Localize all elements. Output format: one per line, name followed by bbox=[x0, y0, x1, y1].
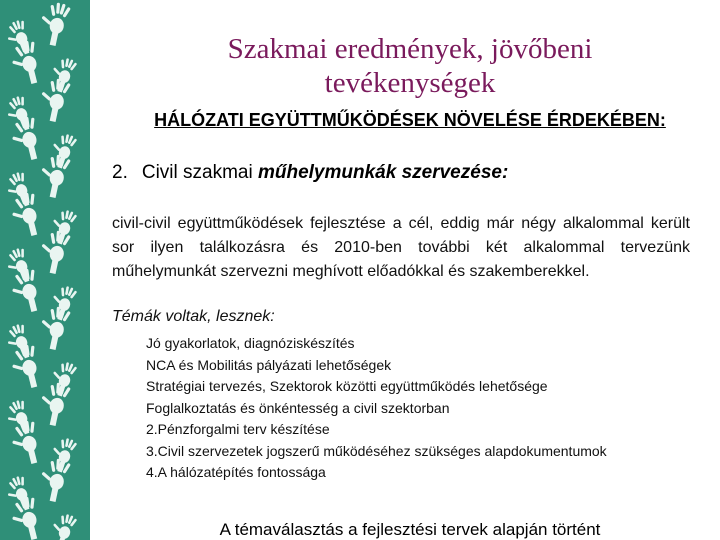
point-number: 2. bbox=[112, 162, 128, 183]
hand-print bbox=[8, 343, 45, 391]
hand-print bbox=[47, 511, 78, 540]
point-heading bbox=[112, 162, 508, 184]
hand-print bbox=[36, 380, 71, 428]
hand-print bbox=[36, 304, 71, 352]
hand-print bbox=[8, 39, 45, 87]
hand-print bbox=[8, 115, 45, 163]
topics-list bbox=[146, 333, 686, 484]
slide-title bbox=[110, 32, 710, 100]
topic-item: NCA és Mobilitás pályázati lehetőségek bbox=[146, 356, 392, 373]
title-line-2: tevékenységek bbox=[324, 67, 496, 99]
hand-print bbox=[36, 228, 71, 276]
hand-print bbox=[36, 456, 71, 504]
slide-content bbox=[110, 0, 710, 540]
footer-note: A témaválasztás a fejlesztési tervek alapján történt bbox=[219, 520, 601, 539]
topics-label: Témák voltak, lesznek: bbox=[112, 308, 275, 325]
topic-item: Jó gyakorlatok, diagnóziskészítés bbox=[146, 335, 355, 351]
intro-paragraph: civil-civil együttműködések fejlesztése a cél, eddig már négy alkalommal került sor ilyen találkozásra és 2010-ben további két alkalommal tervezünk műhelymunkát szervezni meghívott előadókkal és szakemberekkel. bbox=[112, 215, 690, 280]
hand-print bbox=[8, 267, 45, 315]
hand-print bbox=[8, 419, 45, 467]
topic-item: Foglalkoztatás és önkéntesség a civil szektorban bbox=[146, 399, 450, 416]
hand-print bbox=[8, 191, 45, 239]
topic-item: 4.A hálózatépítés fontossága bbox=[146, 464, 326, 480]
raised-hands-icon bbox=[0, 0, 90, 540]
hand-print bbox=[36, 152, 71, 200]
point-text: Civil szakmai bbox=[141, 162, 258, 183]
side-decoration-band bbox=[0, 0, 90, 540]
topic-item: 3.Civil szervezetek jogszerű működéséhez szükséges alapdokumentumok bbox=[146, 442, 607, 459]
hand-print bbox=[36, 76, 71, 124]
topic-item: Stratégiai tervezés, Szektorok közötti együttműködés lehetősége bbox=[146, 378, 548, 394]
hand-print bbox=[36, 0, 71, 48]
topic-item: 2.Pénzforgalmi terv készítése bbox=[146, 421, 330, 437]
hand-print bbox=[8, 495, 45, 540]
title-line-1: Szakmai eredmények, jövőbeni bbox=[227, 33, 593, 65]
point-text-emphasis: műhelymunkák szervezése: bbox=[257, 162, 509, 183]
section-subtitle: HÁLÓZATI EGYÜTTMŰKÖDÉSEK NÖVELÉSE ÉRDEKÉBEN: bbox=[154, 110, 666, 130]
